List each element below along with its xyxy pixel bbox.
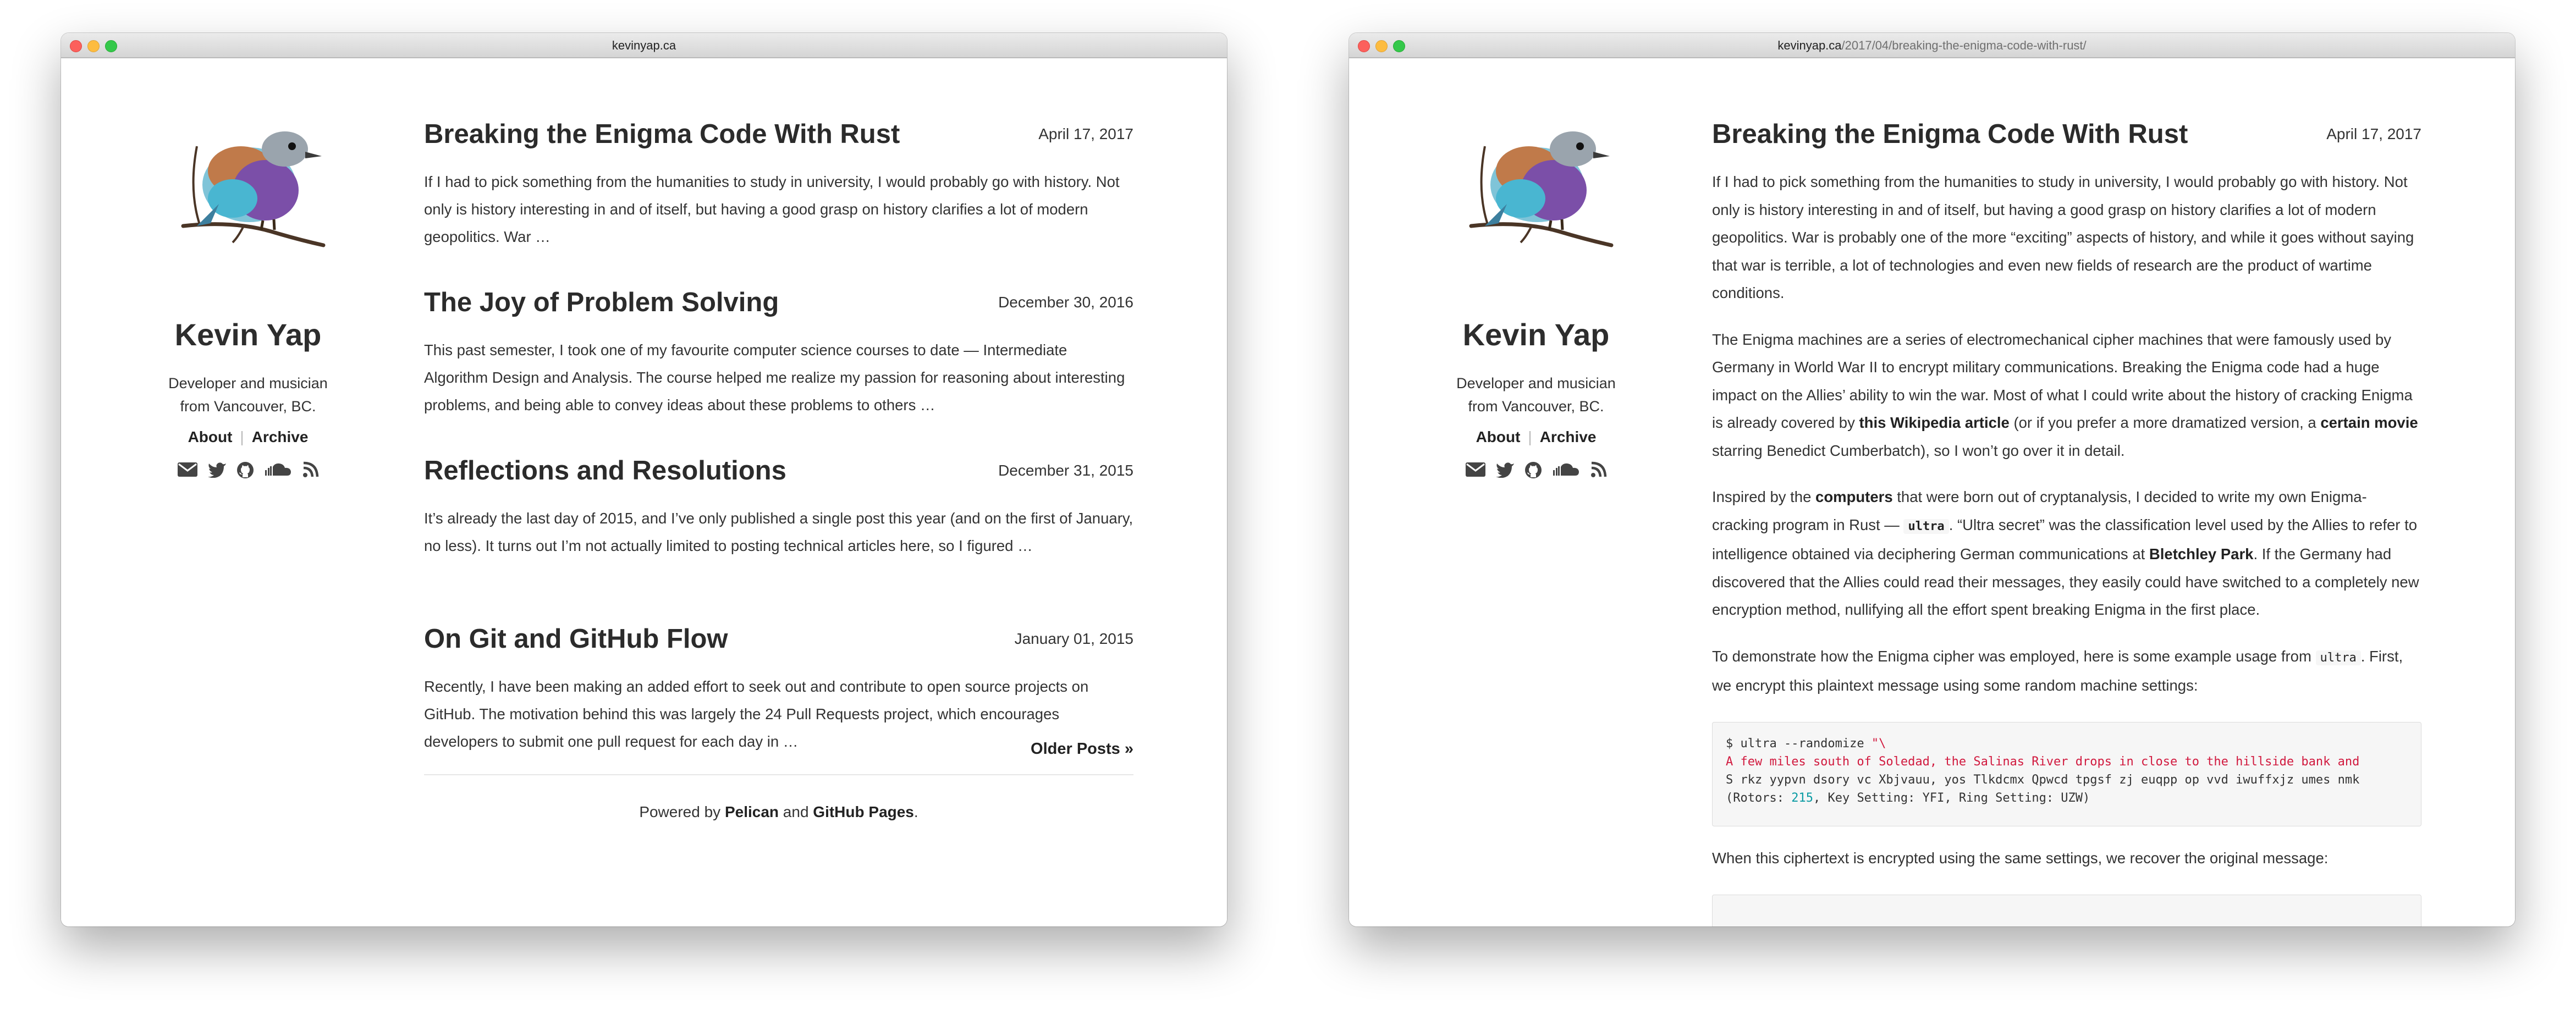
footer-and: and	[779, 803, 813, 820]
page-content	[61, 58, 1227, 926]
older-posts-link[interactable]: Older Posts »	[1031, 740, 1133, 758]
url-domain: kevinyap.ca	[1777, 38, 1842, 52]
author-name[interactable]: Kevin Yap	[174, 317, 322, 352]
archive-link[interactable]: Archive	[1539, 428, 1597, 445]
certain-movie-link[interactable]: certain movie	[2320, 414, 2418, 431]
social-links	[144, 461, 353, 479]
author-tagline	[144, 372, 353, 418]
p4-text-b: . First, we encrypt this plaintext message using some random machine settings:	[1712, 647, 2403, 694]
post-date: January 01, 2015	[1014, 630, 1133, 647]
post-title-link[interactable]: The Joy of Problem Solving	[424, 288, 779, 317]
bletchley-park-link[interactable]: Bletchley Park	[2149, 545, 2254, 562]
wikipedia-article-link[interactable]: this Wikipedia article	[1859, 414, 2010, 431]
sidebar-nav	[1432, 428, 1641, 446]
post-excerpt: It’s already the last day of 2015, and I’ve only published a single post this year (and on the first of January, no less). It turns out I’m not actually limited to posting technical articles here, so I figured …	[424, 510, 1133, 554]
p3-text-d: . If the Germany had discovered that the Allies could read their messages, they easily could have switched to a completely new encryption method, nullifying all the effort spent breaking Enigma in the first place.	[1712, 545, 2419, 618]
tagline-line-1: Developer and musician	[168, 375, 328, 391]
post-title-link[interactable]: Reflections and Resolutions	[424, 456, 786, 486]
post-date: December 30, 2016	[998, 294, 1133, 311]
code-text: , Key Setting: YFI, Ring Setting: UZW)	[1813, 791, 2090, 805]
sidebar-nav	[144, 428, 353, 446]
url-text: kevinyap.ca	[612, 38, 676, 52]
pelican-link[interactable]: Pelican	[724, 803, 779, 820]
inline-code: ultra	[2316, 650, 2361, 665]
code-number: 215	[1791, 791, 1813, 805]
p3-text-c: . “Ultra secret” was the classification level used by the Allies to refer to intelligence obtained via deciphering German communications at	[1712, 516, 2418, 562]
article-body	[1712, 168, 2421, 719]
browser-window-article	[1349, 33, 2515, 926]
paragraph-3	[1712, 483, 2421, 624]
url-bar[interactable]	[61, 38, 1227, 53]
post-excerpt: This past semester, I took one of my favourite computer science courses to date — Intermediate Algorithm Design and Analysis. The course helped me realize my passion for reasoning about interesting problems, and being able to convey ideas about these problems to others …	[424, 341, 1125, 413]
code-string: "\	[1871, 737, 1886, 751]
soundcloud-icon[interactable]	[264, 461, 293, 477]
ultra-repo-link[interactable]: ultra	[1903, 519, 1948, 534]
rss-icon[interactable]	[302, 461, 319, 478]
browser-window-blog-index	[61, 33, 1227, 926]
tagline-line-1: Developer and musician	[1456, 375, 1616, 391]
footer-credits	[424, 803, 1133, 821]
archive-link[interactable]: Archive	[251, 428, 309, 445]
post-excerpt: Recently, I have been making an added effort to seek out and contribute to open source projects on GitHub. The motivation behind this was largely the 24 Pull Requests project, which encourages developers to submit one pull request for each day in …	[424, 678, 1089, 750]
code-block[interactable]	[1712, 722, 2421, 826]
paragraph-2	[1712, 326, 2421, 465]
about-link[interactable]: About	[1476, 428, 1521, 445]
article-title: Breaking the Enigma Code With Rust	[1712, 119, 2188, 149]
github-icon[interactable]	[1524, 461, 1542, 479]
code-command: $ ultra --randomize	[1726, 737, 1872, 751]
code-line	[1726, 735, 2408, 753]
twitter-icon[interactable]	[208, 461, 227, 478]
window-titlebar[interactable]	[61, 33, 1227, 58]
post-title-link[interactable]: On Git and GitHub Flow	[424, 624, 728, 654]
page-content	[1349, 58, 2515, 926]
code-line: A few miles south of Soledad, the Salinas River drops in close to the hillside bank and	[1726, 755, 2360, 769]
twitter-icon[interactable]	[1496, 461, 1515, 478]
bird-avatar-image	[1455, 108, 1620, 251]
p3-text-b: that were born out of cryptanalysis, I decided to write my own Enigma-cracking program in Rust —	[1712, 488, 2367, 533]
p2-text-c: starring Benedict Cumberbatch), so I won’t go over it in detail.	[1712, 442, 2125, 459]
article-date: April 17, 2017	[2326, 125, 2421, 142]
envelope-icon[interactable]	[1465, 461, 1486, 478]
post-date: April 17, 2017	[1038, 125, 1133, 142]
social-links	[1432, 461, 1641, 479]
footer-prefix: Powered by	[639, 803, 725, 820]
author-name[interactable]: Kevin Yap	[1462, 317, 1610, 352]
post-title-link[interactable]: Breaking the Enigma Code With Rust	[424, 119, 900, 149]
about-link[interactable]: About	[188, 428, 233, 445]
tagline-line-2: from Vancouver, BC.	[1468, 398, 1604, 415]
github-pages-link[interactable]: GitHub Pages	[813, 803, 914, 820]
p4-text-a: To demonstrate how the Enigma cipher was employed, here is some example usage from	[1712, 647, 2316, 665]
footer-divider	[424, 774, 1133, 775]
post-excerpt: If I had to pick something from the humanities to study in university, I would probably go with history. Not only is history interesting in and of itself, but having a good grasp on history clarifies a lot of modern geopolitics. War …	[424, 173, 1120, 245]
footer-suffix: .	[913, 803, 918, 820]
bird-avatar-image	[167, 108, 332, 251]
paragraph-1: If I had to pick something from the humanities to study in university, I would probably go with history. Not only is history interesting in and of itself, but having a good grasp on history clarifies a lot of modern geopolitics. War is probably one of the more “exciting” aspects of history, and while it goes without saying that war is terrible, a lot of technologies and even new fields of research are the product of wartime conditions.	[1712, 173, 2414, 301]
p3-text-a: Inspired by the	[1712, 488, 1816, 505]
url-bar[interactable]	[1349, 38, 2515, 53]
envelope-icon[interactable]	[177, 461, 198, 478]
window-titlebar[interactable]	[1349, 33, 2515, 58]
tagline-line-2: from Vancouver, BC.	[180, 398, 316, 415]
nav-separator: |	[240, 428, 244, 445]
rss-icon[interactable]	[1590, 461, 1607, 478]
p2-text-a: The Enigma machines are a series of electromechanical cipher machines that were famously used by Germany in World War II to encrypt military communications. Breaking the Enigma code had a huge impact on the Allies’ ability to win the war. Most of what I could write about the history of cracking Enigma is already covered by	[1712, 330, 2413, 431]
code-line	[1726, 789, 2408, 807]
p2-text-b: (or if you prefer a more dramatized version, a	[2009, 414, 2321, 431]
paragraph-4	[1712, 643, 2421, 700]
computers-link[interactable]: computers	[1815, 488, 1893, 505]
code-block-2[interactable]	[1712, 895, 2421, 926]
url-path: /2017/04/breaking-the-enigma-code-with-rust/	[1841, 38, 2087, 52]
code-text: (Rotors:	[1726, 791, 1792, 805]
post-date: December 31, 2015	[998, 462, 1133, 479]
nav-separator: |	[1528, 428, 1532, 445]
github-icon[interactable]	[236, 461, 254, 479]
code-line: S rkz yypvn dsory vc Xbjvauu, yos Tlkdcmx Qpwcd tpgsf zj euqpp op vvd iwuffxjz umes nmk	[1726, 773, 2360, 787]
author-tagline	[1432, 372, 1641, 418]
paragraph-5: When this ciphertext is encrypted using the same settings, we recover the original message:	[1712, 849, 2329, 867]
soundcloud-icon[interactable]	[1552, 461, 1581, 477]
